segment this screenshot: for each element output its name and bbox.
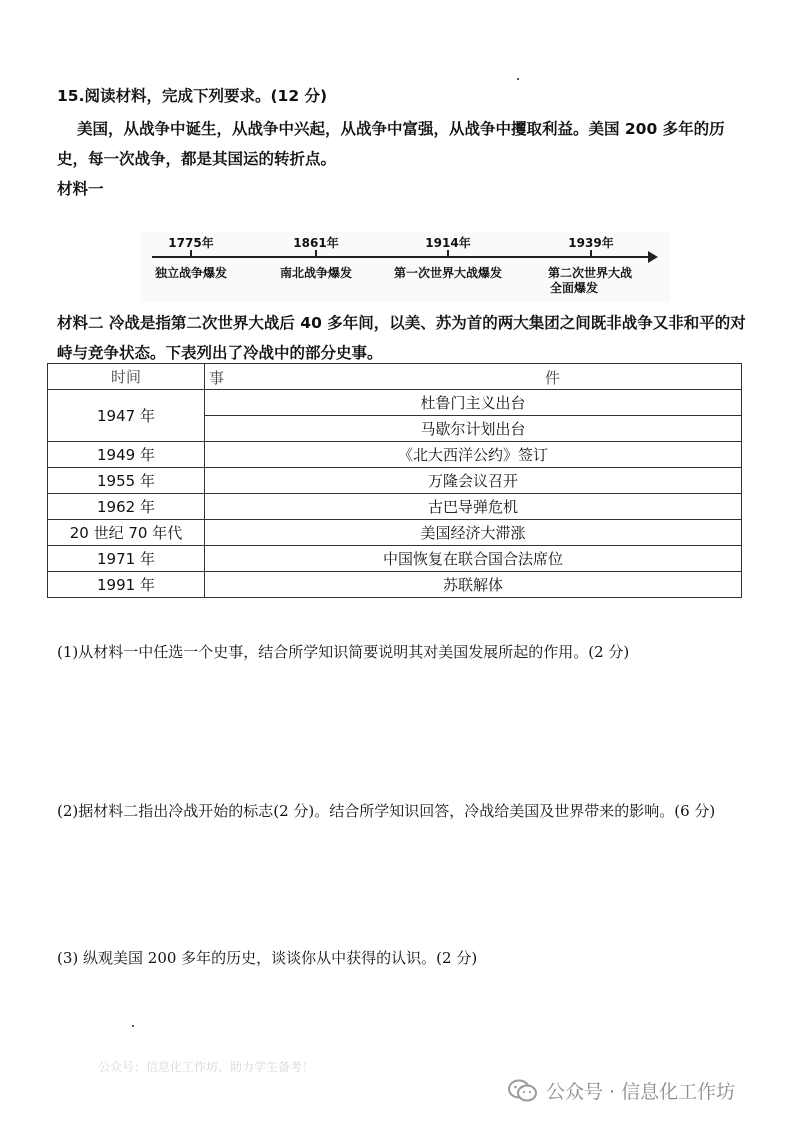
timeline-year: 1775年 [168, 236, 214, 250]
timeline-event: 独立战争爆发 [154, 266, 228, 280]
header-event-left: 事 [209, 369, 225, 387]
timeline-tick [190, 250, 192, 258]
subquestion-2: (2)据材料二指出冷战开始的标志(2 分)。结合所学知识回答，冷战给美国及世界带来的影响。(6 分) [57, 802, 716, 820]
table-row [48, 572, 742, 598]
material1-label: 材料一 [57, 180, 104, 198]
watermark-text: 公众号：信息化工作坊，助力学生备考！ [98, 1060, 315, 1074]
timeline-event-line1: 第二次世界大战 [547, 266, 633, 280]
timeline-year: 1914年 [425, 236, 471, 250]
table-row [48, 442, 742, 468]
scan-dot [517, 78, 519, 80]
timeline-tick [315, 250, 317, 258]
row-event: 古巴导弹危机 [205, 494, 742, 520]
timeline-event: 第一次世界大战爆发 [393, 266, 503, 280]
header-event-right: 件 [545, 369, 561, 387]
table-row [48, 390, 742, 416]
row-time: 1955 年 [48, 468, 205, 494]
row-time: 1991 年 [48, 572, 205, 598]
timeline-arrow [648, 251, 658, 263]
table-row [48, 494, 742, 520]
header-time: 时间 [48, 364, 205, 390]
material2-text: 材料二 冷战是指第二次世界大战后 40 多年间，以美、苏为首的两大集团之间既非战争又非和平的对峙与竞争状态。下表列出了冷战中的部分史事。 [57, 314, 746, 362]
scan-dot [132, 1025, 134, 1027]
brand-text: 公众号 · 信息化工作坊 [546, 1081, 736, 1103]
header-event [205, 364, 742, 390]
row-time: 1947 年 [48, 390, 205, 442]
table-row [48, 520, 742, 546]
timeline-year: 1861年 [293, 236, 339, 250]
table-row [48, 468, 742, 494]
subquestion-3: (3) 纵观美国 200 多年的历史，谈谈你从中获得的认识。(2 分) [57, 949, 478, 967]
timeline-event [548, 266, 632, 296]
row-event: 马歇尔计划出台 [205, 416, 742, 442]
subquestion-1: (1)从材料一中任选一个史事，结合所学知识简要说明其对美国发展所起的作用。(2 分) [57, 643, 630, 661]
timeline-tick [590, 250, 592, 258]
timeline-tick [447, 250, 449, 258]
row-time: 1971 年 [48, 546, 205, 572]
row-time: 20 世纪 70 年代 [48, 520, 205, 546]
row-time: 1962 年 [48, 494, 205, 520]
question-intro: 美国，从战争中诞生，从战争中兴起，从战争中富强，从战争中攫取利益。美国 200 多年的历史，每一次战争，都是其国运的转折点。 [57, 120, 725, 168]
footer-brand [508, 1077, 735, 1104]
table-header-row [48, 364, 742, 390]
timeline [140, 232, 670, 302]
cold-war-events-table [47, 363, 742, 598]
table-row [48, 546, 742, 572]
timeline-year: 1939年 [568, 236, 614, 250]
question-title: 15.阅读材料，完成下列要求。(12 分) [57, 87, 328, 105]
timeline-axis [152, 256, 652, 258]
row-time: 1949 年 [48, 442, 205, 468]
row-event: 杜鲁门主义出台 [205, 390, 742, 416]
row-event: 万隆会议召开 [205, 468, 742, 494]
wechat-icon [508, 1079, 538, 1103]
timeline-event-line2: 全面爆发 [549, 281, 599, 295]
row-event: 美国经济大滞涨 [205, 520, 742, 546]
row-event: 苏联解体 [205, 572, 742, 598]
row-event: 中国恢复在联合国合法席位 [205, 546, 742, 572]
timeline-event: 南北战争爆发 [279, 266, 353, 280]
row-event: 《北大西洋公约》签订 [205, 442, 742, 468]
